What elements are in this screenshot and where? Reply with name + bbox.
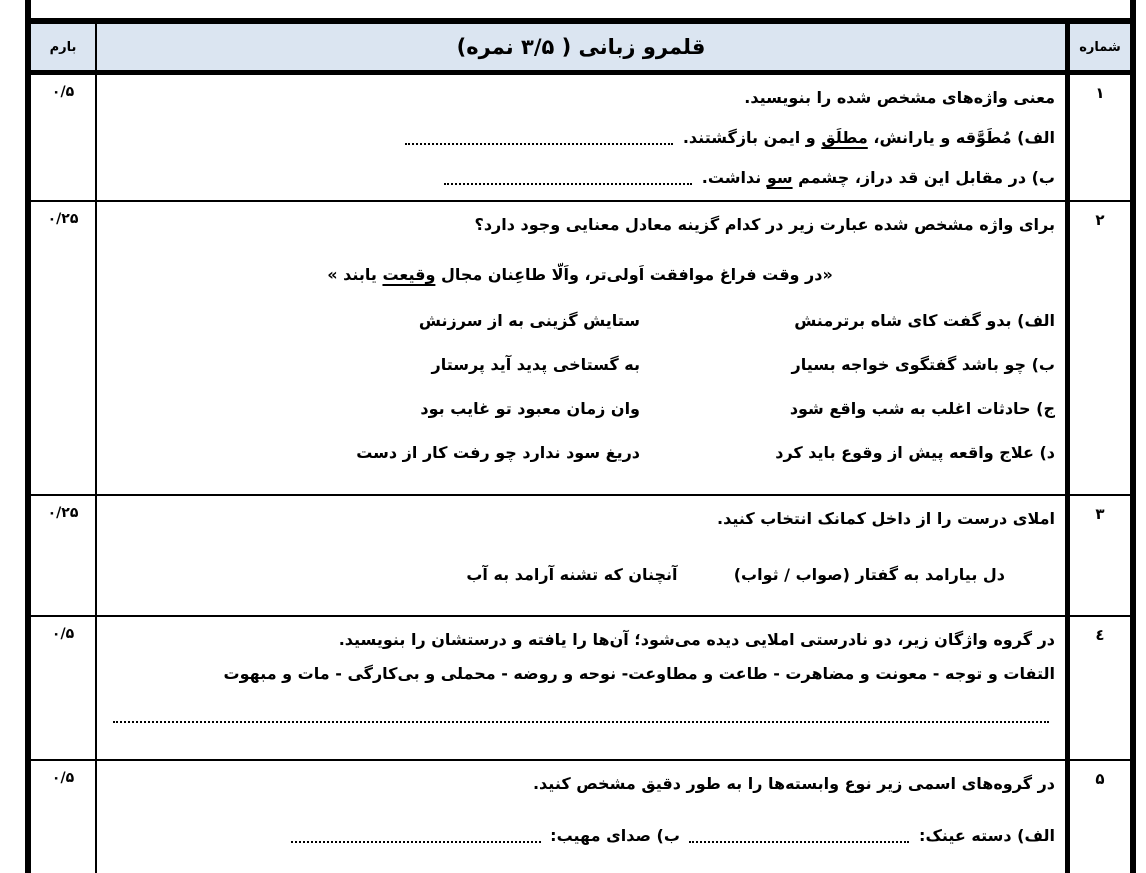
question-3-score: ۰/۲۵ — [47, 505, 79, 521]
question-row-4 — [31, 617, 1130, 761]
hemistich-second: ستایش گزینی به از سرزنش — [418, 311, 640, 330]
question-row-2 — [31, 202, 1130, 496]
score-column-label: بارم — [49, 39, 77, 55]
question-3-verse — [105, 560, 1055, 590]
item-a-text: الف) مُطَوَّقه و یارانش، — [873, 128, 1055, 147]
question-1-number: ۱ — [1095, 84, 1105, 102]
previous-row-remnant — [25, 0, 1136, 18]
hemistich-first: ب) چو باشد گفتگوی خواجه بسیار — [791, 355, 1055, 374]
question-1-text: معنی واژه‌های مشخص شده را بنویسید. — [744, 88, 1055, 107]
marked-word: وقیعت — [382, 265, 436, 284]
marked-word: مطلَق — [821, 128, 868, 147]
question-4-text: در گروه واژگان زیر، دو نادرستی املایی دیده می‌شود؛ آن‌ها را یافته و درستشان را بنویسید. — [338, 630, 1055, 649]
item-b-text: ب) در مقابل این قد دراز، چشمم — [798, 168, 1055, 187]
item-b-text-end: نداشت. — [701, 168, 762, 187]
hemistich-second: آنچنان که تشنه آرامد به آب — [466, 565, 678, 584]
question-row-3 — [31, 496, 1130, 617]
section-title: قلمرو زبانی ( ۳/۵ نمره) — [456, 35, 706, 59]
multiple-choice-options — [105, 306, 1055, 468]
question-3-text: املای درست را از داخل کمانک انتخاب کنید. — [717, 509, 1055, 528]
question-4-word-list: التفات و توجه - معونت و مضاهرت - طاعت و مطاوعت- نوحه و روضه - محملی و بی‌کارگی - مات و مبهوت — [223, 664, 1055, 683]
question-5-score: ۰/۵ — [51, 770, 75, 786]
answer-blank-dots — [689, 829, 909, 843]
score-column-header — [31, 24, 95, 70]
table-header-row — [31, 24, 1130, 75]
hemistich-first: د) علاج واقعه پیش از وقوع باید کرد — [775, 443, 1055, 462]
answer-blank-dots — [444, 171, 692, 185]
number-column-header — [1070, 24, 1130, 70]
question-5-text: در گروه‌های اسمی زیر نوع وابسته‌ها را به طور دقیق مشخص کنید. — [532, 774, 1055, 793]
exam-table — [25, 18, 1136, 873]
question-1-score: ۰/۵ — [51, 84, 75, 100]
question-row-1 — [31, 75, 1130, 202]
hemistich-first: ج) حادثات اغلب به شب واقع شود — [789, 399, 1055, 418]
question-1-body — [95, 75, 1070, 200]
question-4-body — [95, 617, 1070, 759]
exam-sheet — [25, 0, 1136, 873]
quote-text-end: یابند » — [327, 265, 377, 284]
option-b — [105, 350, 1055, 380]
answer-blank-line — [113, 719, 1049, 723]
hemistich-second: به گستاخی پدید آید پرستار — [431, 355, 640, 374]
hemistich-first: دل بیارامد به گفتار (صواب / ثواب) — [733, 565, 1005, 584]
question-4-number: ٤ — [1095, 626, 1105, 644]
quote-text: «در وقت فراغ موافقت اَولی‌تر، واَلّا طاعِنان مجال — [440, 265, 833, 284]
item-a-text-end: و ایمن بازگشتند. — [682, 128, 816, 147]
hemistich-second: وان زمان معبود تو غایب بود — [420, 399, 640, 418]
number-column-label: شماره — [1079, 39, 1121, 55]
marked-word: سو — [766, 168, 793, 187]
question-2-score: ۰/۲۵ — [47, 211, 79, 227]
question-5-number: ۵ — [1095, 770, 1105, 788]
question-5-items — [105, 821, 1055, 851]
item-a-label: الف) دسته عینک: — [919, 826, 1055, 845]
question-2-body — [95, 202, 1070, 494]
hemistich-first: الف) بدو گفت کای شاه برترمنش — [794, 311, 1055, 330]
question-3-number: ۳ — [1095, 505, 1105, 523]
answer-blank-dots — [291, 829, 541, 843]
question-5-body — [95, 761, 1070, 873]
option-c — [105, 394, 1055, 424]
item-b-label: ب) صدای مهیب: — [550, 826, 680, 845]
option-a — [105, 306, 1055, 336]
section-title-cell — [95, 24, 1070, 70]
question-4-score: ۰/۵ — [51, 626, 75, 642]
option-d — [105, 438, 1055, 468]
question-row-5 — [31, 761, 1130, 873]
question-1-item-a — [105, 123, 1055, 153]
question-3-body — [95, 496, 1070, 615]
hemistich-second: دریغ سود ندارد چو رفت کار از دست — [356, 443, 640, 462]
question-2-number: ۲ — [1095, 211, 1105, 229]
question-1-item-b — [105, 163, 1055, 193]
question-2-quote — [105, 260, 1055, 290]
question-2-text: برای واژه مشخص شده عبارت زیر در کدام گزینه معادل معنایی وجود دارد؟ — [474, 215, 1055, 234]
answer-blank-dots — [405, 131, 673, 145]
